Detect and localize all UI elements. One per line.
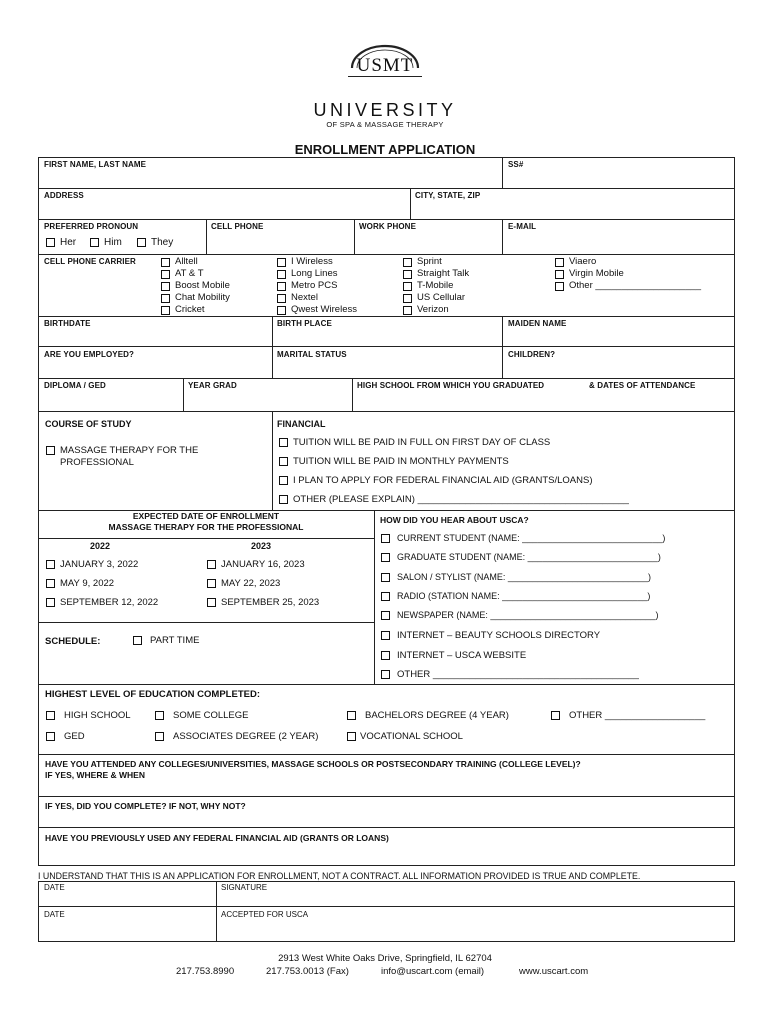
carrier-column-2 — [277, 256, 357, 316]
hear-option-label: RADIO (STATION NAME: _____________________________) — [397, 591, 651, 601]
hear-option[interactable] — [381, 572, 651, 582]
carrier-option[interactable] — [277, 280, 357, 292]
financial-option-label: TUITION WILL BE PAID IN MONTHLY PAYMENTS — [293, 456, 509, 467]
question-prior-schools-detail: IF YES, WHERE & WHEN — [45, 770, 145, 780]
logo — [300, 40, 470, 132]
checkbox-icon — [277, 294, 286, 303]
checkbox-icon — [381, 553, 390, 562]
checkbox-icon — [161, 294, 170, 303]
checkbox-icon — [551, 711, 560, 720]
carrier-label: Chat Mobility — [175, 292, 230, 303]
hear-option-label: NEWSPAPER (NAME: _________________________________) — [397, 610, 659, 620]
checkbox-icon — [155, 711, 164, 720]
checkbox-icon — [161, 282, 170, 291]
checkbox-icon — [277, 258, 286, 267]
address-label: ADDRESS — [44, 191, 84, 200]
col-divider — [354, 219, 355, 254]
checkbox-icon — [161, 270, 170, 279]
carrier-column-3 — [403, 256, 469, 316]
checkbox-icon — [555, 270, 564, 279]
checkbox-icon — [46, 732, 55, 741]
pronoun-him-label: Him — [104, 237, 122, 248]
enrollment-date-label: MAY 9, 2022 — [60, 578, 115, 589]
birth-place-label: BIRTH PLACE — [277, 319, 332, 328]
year-2023-heading: 2023 — [251, 541, 272, 551]
carrier-option[interactable] — [161, 280, 230, 292]
education-option[interactable] — [347, 731, 463, 742]
row-divider — [38, 906, 735, 907]
course-option-line: MASSAGE THERAPY FOR THE — [60, 445, 199, 456]
carrier-label: Viaero — [569, 256, 597, 267]
enrollment-date-option[interactable] — [207, 597, 319, 608]
footer-phone: 217.753.8990 — [176, 966, 235, 977]
carrier-label: Other ____________________ — [569, 280, 702, 291]
hear-option-label: OTHER _______________________________________ — [397, 669, 639, 680]
carrier-option[interactable] — [161, 304, 230, 316]
checkbox-icon — [403, 270, 412, 279]
col-divider — [502, 157, 503, 188]
financial-option-label: I PLAN TO APPLY FOR FEDERAL FINANCIAL AID (GRANTS/LOANS) — [293, 475, 593, 486]
pronoun-her-checkbox[interactable] — [46, 237, 76, 248]
carrier-option[interactable] — [403, 304, 469, 316]
carrier-label: Sprint — [417, 256, 442, 267]
col-divider — [502, 316, 503, 378]
carrier-option[interactable] — [403, 268, 469, 280]
row-divider — [38, 219, 735, 220]
checkbox-icon — [381, 651, 390, 660]
year-grad-label: YEAR GRAD — [188, 381, 237, 390]
carrier-option[interactable] — [161, 256, 230, 268]
carrier-option[interactable] — [277, 292, 357, 304]
carrier-label: Long Lines — [291, 268, 338, 279]
row-divider — [38, 188, 735, 189]
financial-heading: FINANCIAL — [277, 419, 326, 429]
financial-option[interactable] — [279, 456, 509, 467]
col-divider — [216, 881, 217, 942]
statement-text: I UNDERSTAND THAT THIS IS AN APPLICATION FOR ENROLLMENT, NOT A CONTRACT. ALL INFORMATION PROVIDED IS TRUE AND COMPLETE. — [38, 871, 641, 881]
education-option[interactable] — [46, 710, 131, 721]
carrier-option[interactable] — [161, 268, 230, 280]
hear-option[interactable] — [381, 630, 600, 641]
checkbox-icon — [279, 438, 288, 447]
row-divider — [38, 622, 374, 623]
checkbox-icon — [133, 636, 142, 645]
education-option[interactable] — [347, 710, 509, 721]
education-option-label: ASSOCIATES DEGREE (2 YEAR) — [173, 731, 319, 742]
work-phone-label: WORK PHONE — [359, 222, 416, 231]
carrier-label: AT & T — [175, 268, 204, 279]
row-divider — [38, 538, 374, 539]
city-state-zip-label: CITY, STATE, ZIP — [415, 191, 481, 200]
col-divider — [374, 510, 375, 684]
financial-option-label: TUITION WILL BE PAID IN FULL ON FIRST DAY OF CLASS — [293, 437, 551, 448]
checkbox-icon — [381, 592, 390, 601]
education-option-label: HIGH SCHOOL — [64, 710, 131, 721]
cell-phone-label: CELL PHONE — [211, 222, 264, 231]
pronoun-they-label: They — [151, 237, 174, 248]
checkbox-icon — [381, 534, 390, 543]
checkbox-icon — [279, 495, 288, 504]
education-option[interactable] — [551, 710, 705, 721]
carrier-option[interactable] — [277, 268, 357, 280]
checkbox-icon — [277, 282, 286, 291]
checkbox-icon — [207, 598, 216, 607]
education-option[interactable] — [155, 710, 249, 721]
carrier-label: I Wireless — [291, 256, 333, 267]
carrier-label: Metro PCS — [291, 280, 338, 291]
checkbox-icon — [381, 573, 390, 582]
checkbox-icon — [161, 306, 170, 315]
logo-tagline: OF SPA & MASSAGE THERAPY — [326, 120, 444, 129]
carrier-column-4 — [555, 256, 701, 292]
carrier-option[interactable] — [277, 256, 357, 268]
carrier-label: Verizon — [417, 304, 449, 315]
enrollment-date-option[interactable] — [207, 578, 280, 589]
checkbox-icon — [403, 258, 412, 267]
hear-option[interactable] — [381, 669, 639, 680]
enrollment-date-label: JANUARY 3, 2022 — [60, 559, 139, 570]
financial-option[interactable] — [279, 475, 593, 486]
hear-option[interactable] — [381, 552, 661, 562]
enrollment-heading: EXPECTED DATE OF ENROLLMENT — [132, 511, 280, 521]
year-2022-heading: 2022 — [90, 541, 111, 551]
col-divider — [502, 219, 503, 254]
checkbox-icon — [155, 732, 164, 741]
dates-attendance-label: & DATES OF ATTENDANCE — [589, 381, 696, 390]
cell-phone-carrier-label: CELL PHONE CARRIER — [44, 257, 136, 266]
checkbox-icon — [161, 258, 170, 267]
row-divider — [38, 796, 735, 797]
enrollment-date-label: SEPTEMBER 25, 2023 — [221, 597, 320, 608]
carrier-option[interactable] — [403, 256, 469, 268]
education-option-label: VOCATIONAL SCHOOL — [360, 731, 463, 742]
checkbox-icon — [46, 238, 55, 247]
date-label: DATE — [44, 910, 65, 919]
checkbox-icon — [46, 560, 55, 569]
email-label: E-MAIL — [508, 222, 537, 231]
checkbox-icon — [381, 631, 390, 640]
marital-status-label: MARITAL STATUS — [277, 350, 347, 359]
footer-web-link[interactable]: www.uscart.com — [519, 966, 589, 977]
financial-option[interactable] — [279, 437, 550, 448]
col-divider — [183, 378, 184, 411]
enrollment-date-option[interactable] — [46, 559, 138, 570]
signature-label: SIGNATURE — [221, 883, 268, 892]
carrier-label: T-Mobile — [417, 280, 454, 291]
first-last-name-label: FIRST NAME, LAST NAME — [44, 160, 147, 169]
hear-heading: HOW DID YOU HEAR ABOUT USCA? — [380, 515, 529, 525]
ssn-label: SS# — [508, 160, 524, 169]
checkbox-icon — [347, 711, 356, 720]
birthdate-label: BIRTHDATE — [44, 319, 91, 328]
carrier-label: US Cellular — [417, 292, 466, 303]
children-label: CHILDREN? — [508, 350, 556, 359]
carrier-option[interactable] — [555, 268, 701, 280]
accepted-for-usca-label: ACCEPTED FOR USCA — [221, 910, 309, 919]
row-divider — [38, 827, 735, 828]
checkbox-icon — [277, 306, 286, 315]
enrollment-date-option[interactable] — [46, 578, 114, 589]
financial-option[interactable] — [279, 494, 629, 505]
checkbox-icon — [555, 282, 564, 291]
row-divider — [38, 378, 735, 379]
course-option-text — [60, 445, 198, 469]
carrier-label: Straight Talk — [417, 268, 470, 279]
row-divider — [38, 254, 735, 255]
diploma-label: DIPLOMA / GED — [44, 381, 106, 390]
question-prior-schools: HAVE YOU ATTENDED ANY COLLEGES/UNIVERSITIES, MASSAGE SCHOOLS OR POSTSECONDARY TRAINING (COLLEGE LEVEL)? — [45, 759, 581, 769]
hear-option-label: INTERNET – BEAUTY SCHOOLS DIRECTORY — [397, 630, 601, 641]
col-divider — [272, 411, 273, 510]
schedule-label: SCHEDULE: — [45, 636, 101, 647]
col-divider — [352, 378, 353, 411]
carrier-column-1 — [161, 256, 230, 316]
carrier-label: Nextel — [291, 292, 318, 303]
course-option-line: PROFESSIONAL — [60, 457, 134, 468]
row-divider — [38, 316, 735, 317]
logo-wordmark: UNIVERSITY — [313, 100, 457, 120]
carrier-label: Cricket — [175, 304, 205, 315]
carrier-option[interactable] — [403, 292, 469, 304]
schedule-part-time-label: PART TIME — [150, 635, 200, 646]
footer-address: 2913 West White Oaks Drive, Springfield, IL 62704 — [278, 953, 492, 964]
hear-option[interactable] — [381, 610, 659, 620]
question-completed: IF YES, DID YOU COMPLETE? IF NOT, WHY NOT? — [45, 801, 246, 811]
carrier-label: Boost Mobile — [175, 280, 230, 291]
checkbox-icon — [207, 560, 216, 569]
enrollment-subheading: MASSAGE THERAPY FOR THE PROFESSIONAL — [108, 522, 304, 532]
enrollment-date-label: SEPTEMBER 12, 2022 — [60, 597, 159, 608]
education-heading: HIGHEST LEVEL OF EDUCATION COMPLETED: — [45, 689, 260, 700]
col-divider — [410, 188, 411, 219]
checkbox-icon — [381, 670, 390, 679]
page-title: ENROLLMENT APPLICATION — [294, 142, 476, 157]
hear-option[interactable] — [381, 650, 526, 661]
checkbox-icon — [46, 579, 55, 588]
carrier-option[interactable] — [277, 304, 357, 316]
pronoun-her-label: Her — [60, 237, 77, 248]
hear-option-label: SALON / STYLIST (NAME: ____________________________) — [397, 572, 652, 582]
checkbox-icon — [90, 238, 99, 247]
enrollment-date-label: MAY 22, 2023 — [221, 578, 281, 589]
pronoun-they-checkbox[interactable] — [137, 237, 173, 248]
checkbox-icon — [403, 306, 412, 315]
question-financial-aid: HAVE YOU PREVIOUSLY USED ANY FEDERAL FINANCIAL AID (GRANTS OR LOANS) — [45, 833, 389, 843]
hear-option-label: INTERNET – USCA WEBSITE — [397, 650, 527, 661]
hear-option[interactable] — [381, 533, 665, 543]
checkbox-icon — [381, 611, 390, 620]
checkbox-icon — [347, 732, 356, 741]
education-option[interactable] — [46, 731, 85, 742]
course-heading: COURSE OF STUDY — [45, 419, 132, 429]
signature-box — [38, 881, 735, 942]
row-divider — [38, 754, 735, 755]
schedule-part-time-checkbox[interactable] — [133, 635, 199, 646]
checkbox-icon — [46, 711, 55, 720]
carrier-label: Alltell — [175, 256, 198, 267]
enrollment-date-label: JANUARY 16, 2023 — [221, 559, 305, 570]
education-option-label: SOME COLLEGE — [173, 710, 249, 721]
education-option-label: OTHER ___________________ — [569, 710, 706, 721]
education-option-label: BACHELORS DEGREE (4 YEAR) — [365, 710, 509, 721]
checkbox-icon — [277, 270, 286, 279]
logo-mark: USMT — [348, 56, 422, 77]
high-school-label: HIGH SCHOOL FROM WHICH YOU GRADUATED — [357, 381, 545, 390]
col-divider — [272, 316, 273, 378]
course-massage-checkbox[interactable] — [46, 445, 198, 469]
financial-option-label: OTHER (PLEASE EXPLAIN) ________________________________________ — [293, 494, 629, 505]
preferred-pronoun-label: PREFERRED PRONOUN — [44, 222, 139, 231]
education-option-label: GED — [64, 731, 85, 742]
checkbox-icon — [207, 579, 216, 588]
carrier-option[interactable] — [555, 256, 701, 268]
maiden-name-label: MAIDEN NAME — [508, 319, 567, 328]
col-divider — [206, 219, 207, 254]
checkbox-icon — [403, 294, 412, 303]
checkbox-icon — [279, 457, 288, 466]
checkbox-icon — [279, 476, 288, 485]
checkbox-icon — [403, 282, 412, 291]
row-divider — [38, 684, 735, 685]
row-divider — [38, 411, 735, 412]
pronoun-him-checkbox[interactable] — [90, 237, 122, 248]
row-divider — [38, 346, 735, 347]
footer-fax: 217.753.0013 (Fax) — [266, 966, 349, 977]
enrollment-date-option[interactable] — [207, 559, 305, 570]
carrier-option[interactable] — [161, 292, 230, 304]
carrier-label: Qwest Wireless — [291, 304, 357, 315]
enrollment-date-option[interactable] — [46, 597, 158, 608]
carrier-label: Virgin Mobile — [569, 268, 624, 279]
carrier-option[interactable] — [555, 280, 701, 292]
hear-option[interactable] — [381, 591, 650, 601]
checkbox-icon — [46, 446, 55, 455]
hear-option-label: CURRENT STUDENT (NAME: ____________________________) — [397, 533, 666, 543]
hear-option-label: GRADUATE STUDENT (NAME: __________________________) — [397, 552, 661, 562]
date-label: DATE — [44, 883, 65, 892]
footer-email-link[interactable]: info@uscart.com (email) — [381, 966, 485, 977]
employed-label: ARE YOU EMPLOYED? — [44, 350, 135, 359]
education-option[interactable] — [155, 731, 318, 742]
checkbox-icon — [137, 238, 146, 247]
carrier-option[interactable] — [403, 280, 469, 292]
checkbox-icon — [46, 598, 55, 607]
checkbox-icon — [555, 258, 564, 267]
